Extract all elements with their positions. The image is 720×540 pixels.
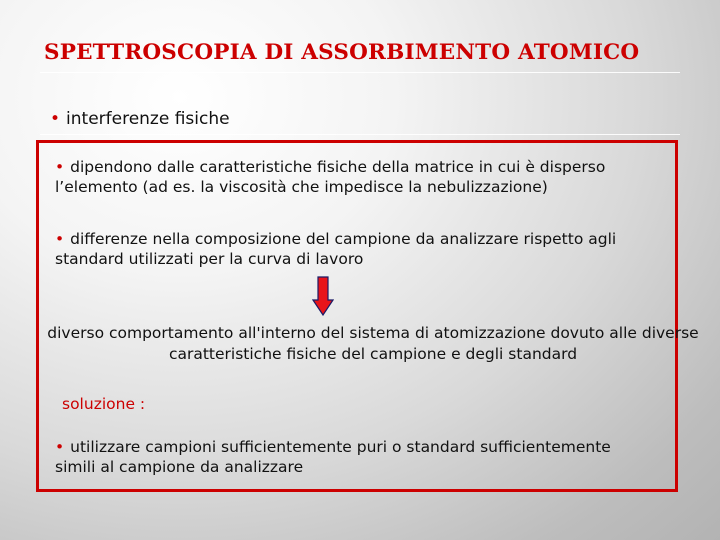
section-heading xyxy=(50,109,230,129)
point-1 xyxy=(55,157,645,197)
point-1-bullet: • xyxy=(55,158,65,176)
slide-title: SPETTROSCOPIA DI ASSORBIMENTO ATOMICO xyxy=(44,40,640,65)
heading-bullet: • xyxy=(50,109,61,129)
consequence-text: diverso comportamento all'interno del sistema di atomizzazione dovuto alle diverse caratteristiche fisiche del campione e degli standard xyxy=(47,324,699,363)
heading-divider xyxy=(40,134,680,135)
point-1-text: dipendono dalle caratteristiche fisiche della matrice in cui è disperso l’elemento (ad es. la viscosità che impedisce la nebulizzazione) xyxy=(55,158,606,196)
point-2 xyxy=(55,229,645,269)
section-heading-text: interferenze fisiche xyxy=(66,109,230,129)
solution-bullet: • xyxy=(55,438,65,456)
point-2-text: differenze nella composizione del campione da analizzare rispetto agli standard utilizzati per la curva di lavoro xyxy=(55,230,617,268)
down-arrow-icon xyxy=(312,276,334,316)
point-2-bullet: • xyxy=(55,230,65,248)
title-divider xyxy=(40,72,680,73)
solution-point xyxy=(55,437,645,477)
solution-point-text: utilizzare campioni sufficientemente puri o standard sufficientemente simili al campione da analizzare xyxy=(55,438,611,476)
solution-label: soluzione : xyxy=(62,395,146,413)
